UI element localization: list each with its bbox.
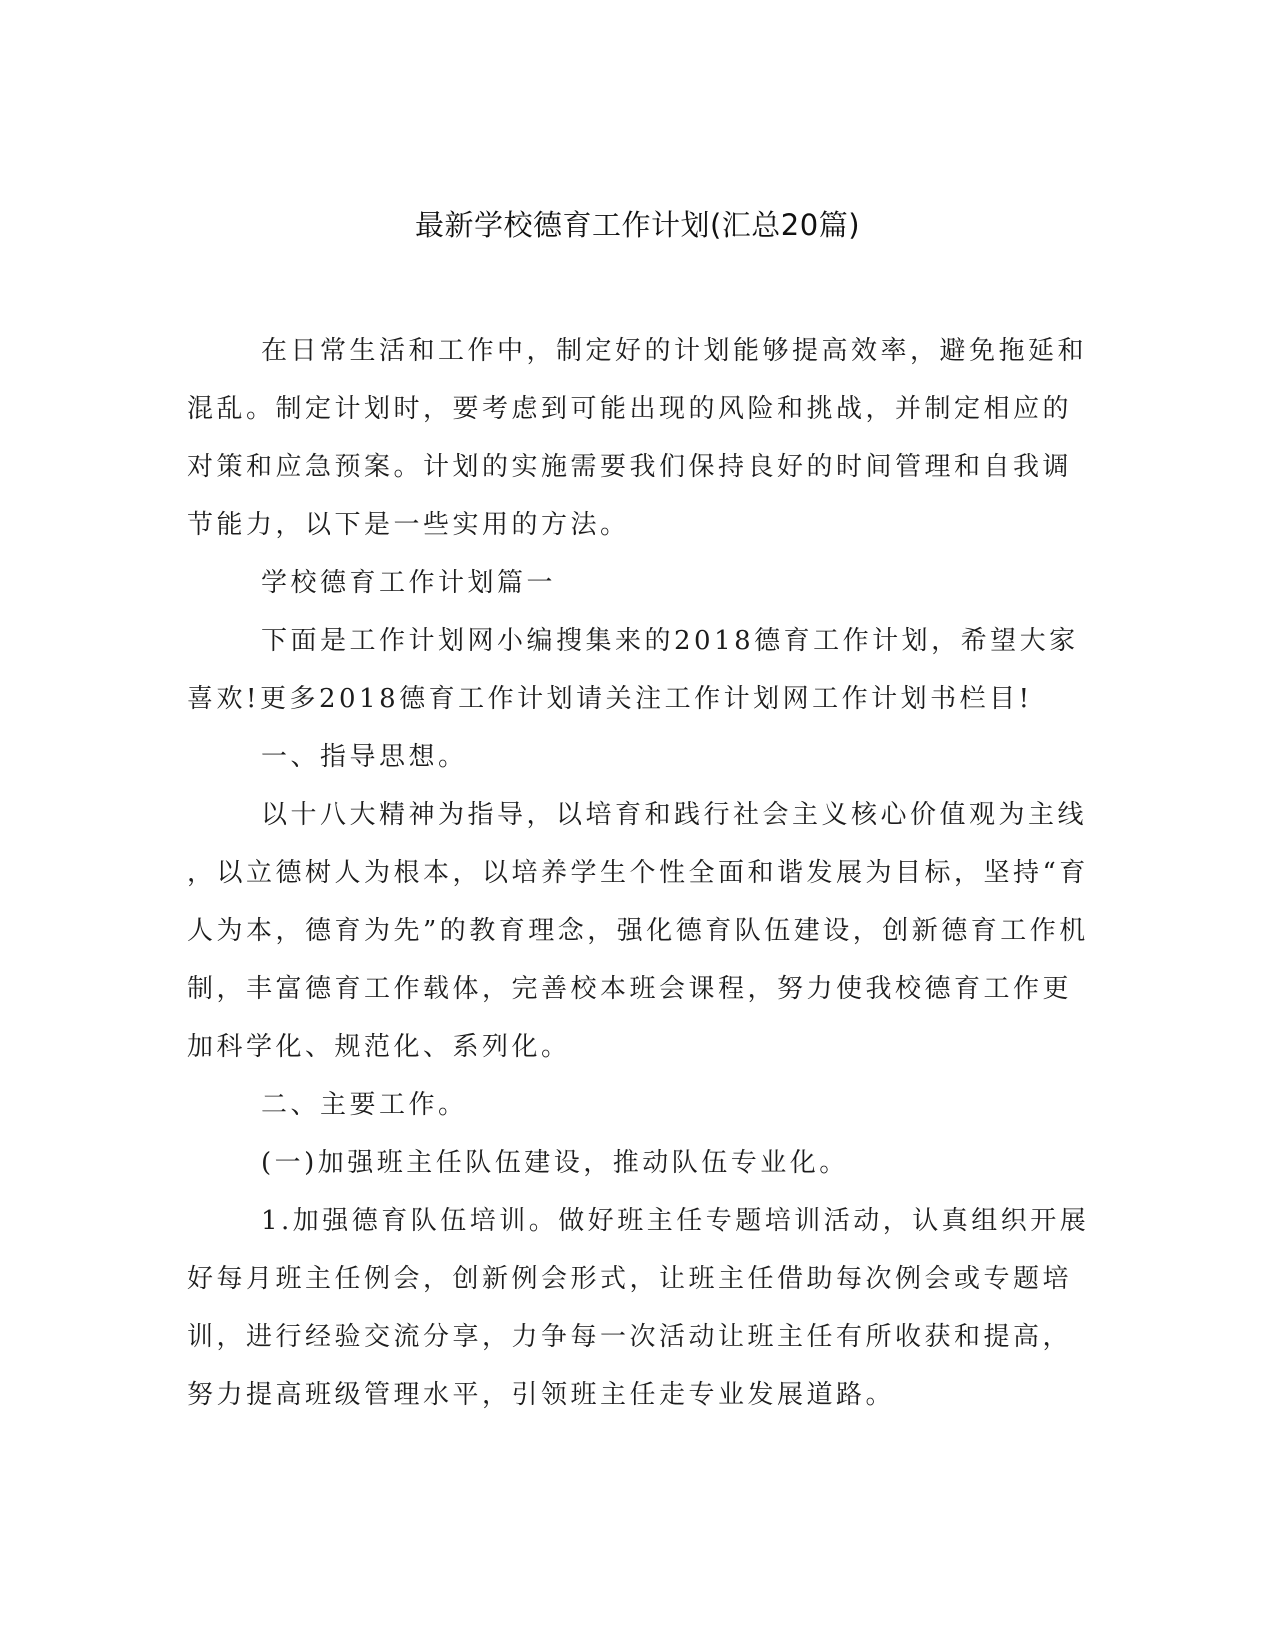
text-line: 训，进行经验交流分享，力争每一次活动让班主任有所收获和提高， xyxy=(187,1322,1073,1352)
section-heading xyxy=(187,554,1077,612)
text-line: 节能力，以下是一些实用的方法。 xyxy=(187,510,630,540)
text-line: 喜欢!更多2018德育工作计划请关注工作计划网工作计划书栏目! xyxy=(187,684,1033,714)
document-body xyxy=(187,322,1090,1424)
text-line: 下面是工作计划网小编搜集来的2018德育工作计划，希望大家 xyxy=(261,626,1079,656)
paragraph-guiding xyxy=(187,786,1089,1076)
paragraph-item-1 xyxy=(187,1192,1090,1424)
text-line: 以十八大精神为指导，以培育和践行社会主义核心价值观为主线 xyxy=(261,800,1088,830)
heading-main-work xyxy=(187,1076,1077,1134)
text-line: ，以立德树人为根本，以培养学生个性全面和谐发展为目标，坚持“育 xyxy=(187,858,1089,888)
text-line: 学校德育工作计划篇一 xyxy=(261,568,557,598)
paragraph-intro xyxy=(187,322,1088,554)
text-line: 对策和应急预案。计划的实施需要我们保持良好的时间管理和自我调 xyxy=(187,452,1073,482)
subheading-team-building xyxy=(187,1134,1077,1192)
text-line: 好每月班主任例会，创新例会形式，让班主任借助每次例会或专题培 xyxy=(187,1264,1073,1294)
text-line: 一、指导思想。 xyxy=(261,742,468,772)
document-title: 最新学校德育工作计划(汇总20篇) xyxy=(414,208,861,242)
text-line: 在日常生活和工作中，制定好的计划能够提高效率，避免拖延和 xyxy=(261,336,1088,366)
text-line: 加科学化、规范化、系列化。 xyxy=(187,1032,571,1062)
text-line: 努力提高班级管理水平，引领班主任走专业发展道路。 xyxy=(187,1380,896,1410)
heading-guiding-ideology xyxy=(187,728,1077,786)
text-line: 1.加强德育队伍培训。做好班主任专题培训活动，认真组织开展 xyxy=(261,1206,1090,1236)
text-line: 制，丰富德育工作载体，完善校本班会课程，努力使我校德育工作更 xyxy=(187,974,1073,1004)
text-line: 二、主要工作。 xyxy=(261,1090,468,1120)
paragraph-preface xyxy=(187,612,1077,728)
text-line: (一)加强班主任队伍建设，推动队伍专业化。 xyxy=(261,1148,849,1178)
text-line: 人为本，德育为先”的教育理念，强化德育队伍建设，创新德育工作机 xyxy=(187,916,1089,946)
text-line: 混乱。制定计划时，要考虑到可能出现的风险和挑战，并制定相应的 xyxy=(187,394,1073,424)
